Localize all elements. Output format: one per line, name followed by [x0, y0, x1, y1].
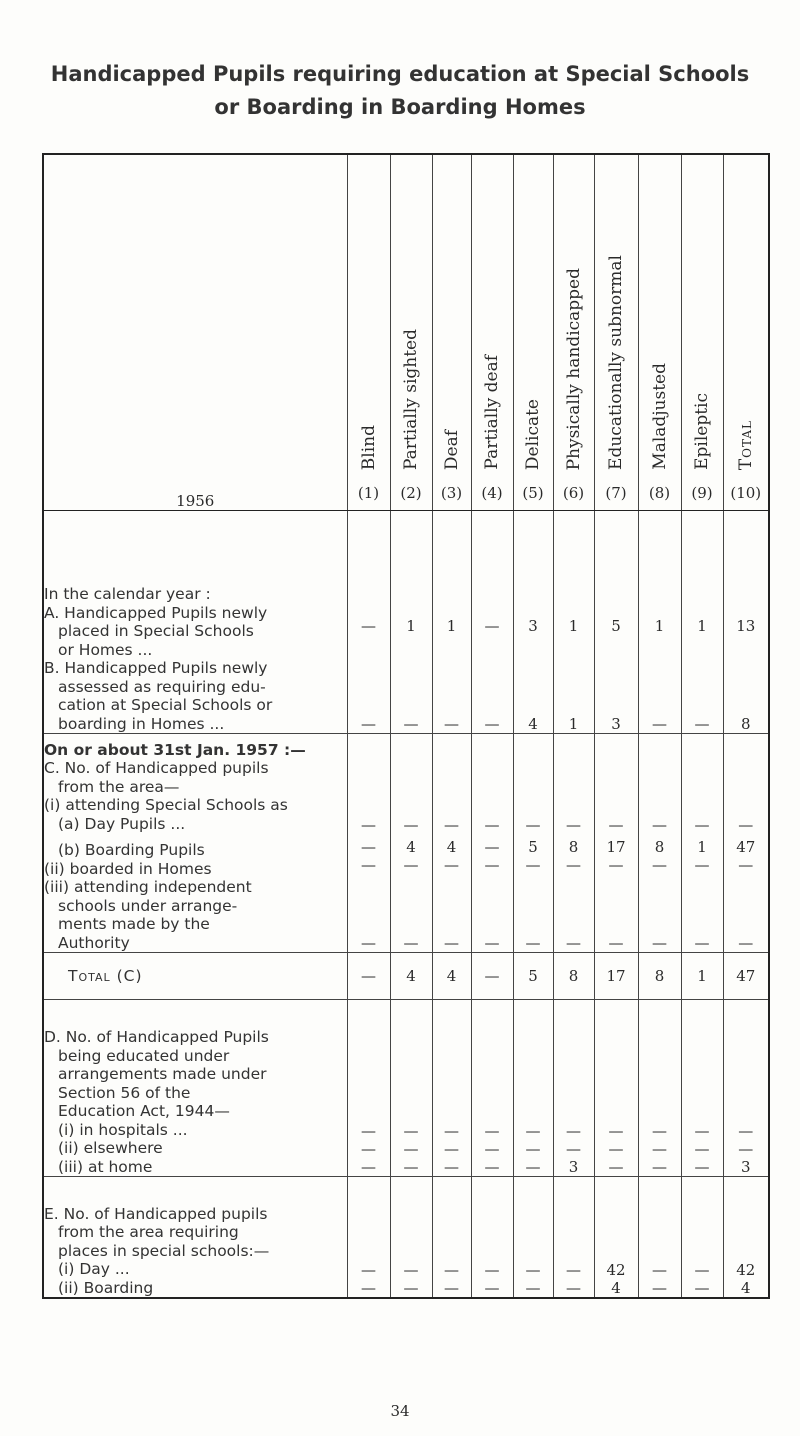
cell: 1 —	[681, 511, 723, 734]
title-line-2: or Boarding in Boarding Homes	[214, 95, 586, 119]
cell: — — —	[347, 1000, 390, 1177]
page-number: 34	[390, 1402, 410, 1420]
column-number: (7)	[605, 484, 627, 502]
cell: — —	[513, 1177, 553, 1299]
section-e-description	[43, 1177, 347, 1299]
c-iii-line: Authority	[58, 933, 130, 952]
column-header	[471, 154, 513, 511]
cell: — — —	[681, 1000, 723, 1177]
d-line: Education Act, 1944—	[58, 1102, 230, 1120]
cell: —	[347, 953, 390, 1000]
cell: — —	[347, 1177, 390, 1299]
column-number: (8)	[648, 484, 671, 502]
column-label: Total	[735, 419, 756, 470]
cell: — — —	[594, 1000, 638, 1177]
column-label: Partially deaf	[482, 355, 502, 470]
total-c-row	[43, 953, 769, 1000]
d-line: D. No. of Handicapped Pupils	[44, 1028, 269, 1046]
cell: — — —	[638, 1000, 681, 1177]
intro-text: In the calendar year :	[44, 585, 211, 603]
c-a-label: (a) Day Pupils ...	[58, 814, 186, 833]
cell: 47	[723, 953, 769, 1000]
column-label: Blind	[358, 424, 379, 470]
cell: — 5 — —	[513, 734, 553, 953]
column-number: (6)	[562, 484, 585, 502]
cell: — —	[638, 1177, 681, 1299]
cell: —	[471, 953, 513, 1000]
cell: — 17 — —	[594, 734, 638, 953]
section-e	[43, 1177, 769, 1299]
year-label: 1956	[43, 154, 347, 511]
cell: — — —	[390, 1000, 432, 1177]
cell: 1 1	[553, 511, 594, 734]
cell: — — — —	[347, 734, 390, 953]
d-line: being educated under	[58, 1046, 230, 1065]
cell: — —	[432, 1177, 471, 1299]
title-line-1: Handicapped Pupils requiring education at Special Schools	[50, 62, 750, 86]
cell: 42 4	[594, 1177, 638, 1299]
cell: — — 3	[553, 1000, 594, 1177]
cell: 1	[681, 953, 723, 1000]
cell: 5 3	[594, 511, 638, 734]
column-number: (4)	[481, 484, 503, 502]
cell: — — 3	[723, 1000, 769, 1177]
cell: — — —	[471, 1000, 513, 1177]
b-line: boarding in Homes ...	[58, 714, 225, 733]
c-iii-line: schools under arrange-	[58, 896, 238, 915]
d-i-label: (i) in hospitals ...	[58, 1120, 188, 1139]
column-number: (2)	[400, 484, 422, 502]
b-line: assessed as requiring edu-	[58, 677, 266, 696]
cell: — —	[553, 1177, 594, 1299]
column-label: Partially sighted	[401, 329, 421, 470]
total-c-label: Total (C)	[43, 953, 347, 1000]
a-line: or Homes ...	[58, 640, 153, 659]
cell: — —	[390, 1177, 432, 1299]
e-ii-label: (ii) Boarding	[58, 1278, 154, 1297]
column-label: Physically handicapped	[563, 267, 584, 470]
column-number: (1)	[357, 484, 380, 502]
c-b-label: (b) Boarding Pupils	[58, 841, 205, 859]
cell: 4	[390, 953, 432, 1000]
column-label: Epileptic	[692, 393, 712, 470]
column-number: (10)	[730, 484, 762, 502]
c-line: C. No. of Handicapped pupils	[44, 759, 269, 777]
cell: — 1 — —	[681, 734, 723, 953]
a-line: A. Handicapped Pupils newly	[44, 603, 268, 622]
column-header	[347, 154, 390, 511]
page-title	[0, 58, 800, 124]
cell: — 4 — —	[390, 734, 432, 953]
cell: 3 4	[513, 511, 553, 734]
e-line: E. No. of Handicapped pupils	[44, 1204, 268, 1223]
cell: — —	[347, 511, 390, 734]
cell: — 4 — —	[432, 734, 471, 953]
cell: 1 —	[638, 511, 681, 734]
cell: 42 4	[723, 1177, 769, 1299]
column-header	[432, 154, 471, 511]
header-row	[43, 154, 769, 511]
column-number: (9)	[691, 484, 713, 502]
section-d	[43, 1000, 769, 1177]
e-line: places in special schools:—	[58, 1241, 270, 1260]
c-iii-line: (iii) attending independent	[44, 878, 252, 896]
cell: — —	[471, 511, 513, 734]
column-header	[513, 154, 553, 511]
cell: — 47 — —	[723, 734, 769, 953]
column-header	[638, 154, 681, 511]
cell: 8	[553, 953, 594, 1000]
cell: 1 —	[390, 511, 432, 734]
column-label: Educationally subnormal	[606, 255, 626, 470]
cell: — —	[471, 1177, 513, 1299]
cell: 13 8	[723, 511, 769, 734]
cell: 1 —	[432, 511, 471, 734]
c-line: from the area—	[58, 777, 180, 796]
cell: 17	[594, 953, 638, 1000]
c-iii-line: ments made by the	[58, 915, 210, 933]
b-line: B. Handicapped Pupils newly	[44, 659, 268, 677]
column-label: Deaf	[441, 429, 462, 470]
column-number: (3)	[440, 484, 463, 502]
e-line: from the area requiring	[58, 1223, 239, 1241]
b-line: cation at Special Schools or	[58, 696, 273, 714]
cell: 4	[432, 953, 471, 1000]
cell: 8	[638, 953, 681, 1000]
cell: — 8 — —	[638, 734, 681, 953]
d-line: arrangements made under	[58, 1065, 267, 1083]
column-label: Delicate	[523, 398, 543, 470]
section-ab-description	[43, 511, 347, 734]
cell: — —	[681, 1177, 723, 1299]
c-i-line: (i) attending Special Schools as	[44, 796, 288, 814]
cell: — — — —	[471, 734, 513, 953]
section-c-description	[43, 734, 347, 953]
column-number: (5)	[522, 484, 544, 502]
section-d-description	[43, 1000, 347, 1177]
column-header	[723, 154, 769, 511]
d-line: Section 56 of the	[58, 1083, 191, 1102]
d-ii-label: (ii) elsewhere	[58, 1139, 163, 1157]
c-ii-label: (ii) boarded in Homes	[44, 859, 212, 878]
column-header	[681, 154, 723, 511]
cell: — 8 — —	[553, 734, 594, 953]
c-heading: On or about 31st Jan. 1957 :—	[44, 740, 306, 759]
column-label: Maladjusted	[649, 363, 670, 470]
e-i-label: (i) Day ...	[58, 1260, 130, 1278]
a-line: placed in Special Schools	[58, 622, 254, 640]
column-header	[553, 154, 594, 511]
section-ab	[43, 511, 769, 734]
cell: — — —	[513, 1000, 553, 1177]
cell: — — —	[432, 1000, 471, 1177]
handicapped-pupils-table	[42, 153, 770, 1299]
column-header	[594, 154, 638, 511]
column-header	[390, 154, 432, 511]
cell: 5	[513, 953, 553, 1000]
section-c	[43, 734, 769, 953]
d-iii-label: (iii) at home	[58, 1157, 153, 1176]
